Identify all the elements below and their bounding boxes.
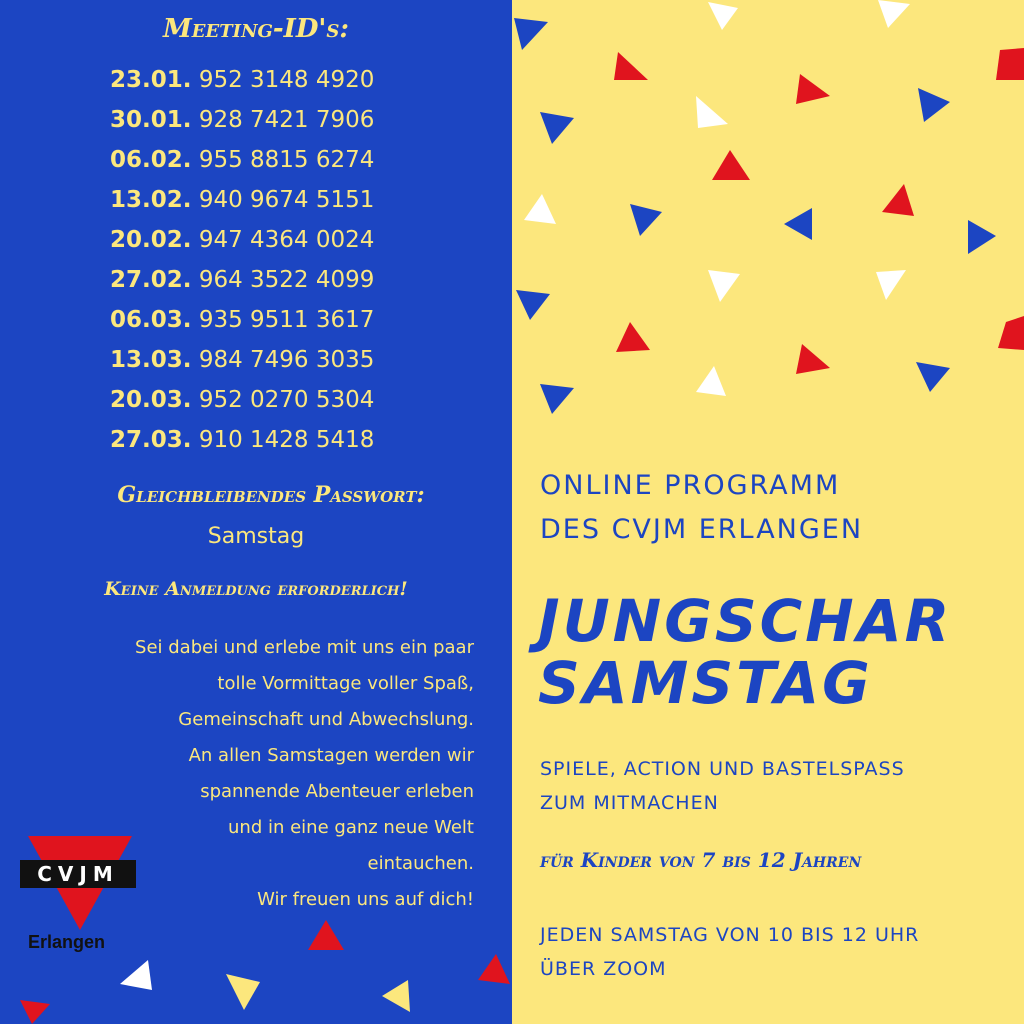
meeting-row (110, 220, 374, 260)
meeting-row (110, 180, 374, 220)
logo-city: Erlangen (28, 932, 106, 952)
meeting-row (110, 140, 374, 180)
description-line: Wir freuen uns auf dich! (257, 889, 474, 910)
red-triangle-icon (306, 918, 346, 952)
description-line: Sei dabei und erlebe mit uns ein paar (135, 637, 474, 658)
meeting-row (110, 420, 374, 460)
subtitle-line: ZUM MITMACHEN (540, 792, 719, 814)
red-triangle-icon (616, 322, 650, 352)
white-triangle-icon (524, 194, 556, 224)
blue-triangle-icon (784, 208, 812, 240)
description-line: eintauchen. (367, 853, 474, 874)
meeting-id: 955 8815 6274 (198, 147, 375, 173)
meeting-date: 20.02. (110, 227, 192, 253)
meeting-row (110, 380, 374, 420)
meeting-id: 952 3148 4920 (198, 67, 375, 93)
meeting-id: 952 0270 5304 (198, 387, 375, 413)
red-triangle-icon (712, 150, 750, 180)
description-line: tolle Vormittage voller Spaß, (217, 673, 474, 694)
red-triangle-icon (882, 184, 914, 216)
meeting-id: 940 9674 5151 (198, 187, 375, 213)
meeting-id: 984 7496 3035 (198, 347, 375, 373)
cvjm-logo (20, 832, 140, 962)
blue-triangle-icon (918, 88, 950, 122)
meeting-row (110, 60, 374, 100)
password-label: Gleichbleibendes Passwort: (117, 482, 425, 508)
yellow-triangle-icon (222, 972, 262, 1012)
meeting-date: 27.03. (110, 427, 192, 453)
meeting-date: 06.03. (110, 307, 192, 333)
meeting-row (110, 260, 374, 300)
meeting-id: 947 4364 0024 (198, 227, 375, 253)
meeting-date: 30.01. (110, 107, 192, 133)
meeting-ids-heading: Meeting-ID's: (163, 14, 349, 44)
white-triangle-icon (878, 0, 910, 28)
description-line: Gemeinschaft und Abwechslung. (178, 709, 474, 730)
white-triangle-icon (696, 96, 728, 128)
schedule (540, 918, 919, 986)
confetti-triangles (512, 0, 1024, 420)
headline-line: SAMSTAG (538, 649, 873, 717)
logo-text: CVJM (20, 860, 136, 888)
description-line: An allen Samstagen werden wir (188, 745, 474, 766)
password-value: Samstag (207, 524, 305, 549)
red-triangle-icon (18, 998, 52, 1024)
red-triangle-icon (796, 74, 830, 104)
headline-line: JUNGSCHAR (538, 587, 953, 655)
meeting-row (110, 300, 374, 340)
white-triangle-icon (708, 2, 738, 30)
meeting-date: 20.03. (110, 387, 192, 413)
headline (538, 587, 953, 717)
white-triangle-icon (708, 270, 740, 302)
red-triangle-icon (998, 316, 1024, 350)
meeting-id: 935 9511 3617 (198, 307, 375, 333)
white-triangle-icon (118, 958, 154, 992)
blue-triangle-icon (516, 290, 550, 320)
meeting-date: 13.02. (110, 187, 192, 213)
subtitle-line: SPIELE, ACTION UND BASTELSPASS (540, 758, 905, 780)
meeting-row (110, 340, 374, 380)
program-title-line: DES CVJM ERLANGEN (540, 514, 864, 545)
red-triangle-icon (476, 952, 512, 986)
red-triangle-icon (614, 52, 648, 80)
meeting-date: 13.03. (110, 347, 192, 373)
blue-triangle-icon (540, 112, 574, 144)
meeting-row (110, 100, 374, 140)
subtitle (540, 752, 905, 820)
meeting-date: 27.02. (110, 267, 192, 293)
schedule-line: ÜBER ZOOM (540, 958, 667, 980)
meeting-date: 23.01. (110, 67, 192, 93)
red-triangle-icon (796, 344, 830, 374)
red-triangle-icon (996, 48, 1024, 80)
schedule-line: JEDEN SAMSTAG VON 10 BIS 12 UHR (540, 924, 920, 946)
white-triangle-icon (696, 366, 726, 396)
blue-triangle-icon (968, 220, 996, 254)
blue-triangle-icon (514, 18, 548, 50)
yellow-triangle-icon (378, 978, 412, 1014)
no-registration-note: Keine Anmeldung erforderlich! (104, 578, 408, 600)
program-title-line: ONLINE PROGRAMM (540, 470, 841, 501)
meeting-id: 928 7421 7906 (198, 107, 375, 133)
age-range: für Kinder von 7 bis 12 Jahren (540, 848, 862, 872)
meeting-id: 910 1428 5418 (198, 427, 375, 453)
description-line: spannende Abenteuer erleben (200, 781, 474, 802)
meeting-id: 964 3522 4099 (198, 267, 375, 293)
description-line: und in eine ganz neue Welt (228, 817, 474, 838)
meeting-id-list (110, 60, 374, 460)
program-title (540, 464, 863, 552)
white-triangle-icon (876, 270, 906, 300)
blue-triangle-icon (916, 362, 950, 392)
blue-triangle-icon (540, 384, 574, 414)
blue-triangle-icon (630, 204, 662, 236)
meeting-date: 06.02. (110, 147, 192, 173)
